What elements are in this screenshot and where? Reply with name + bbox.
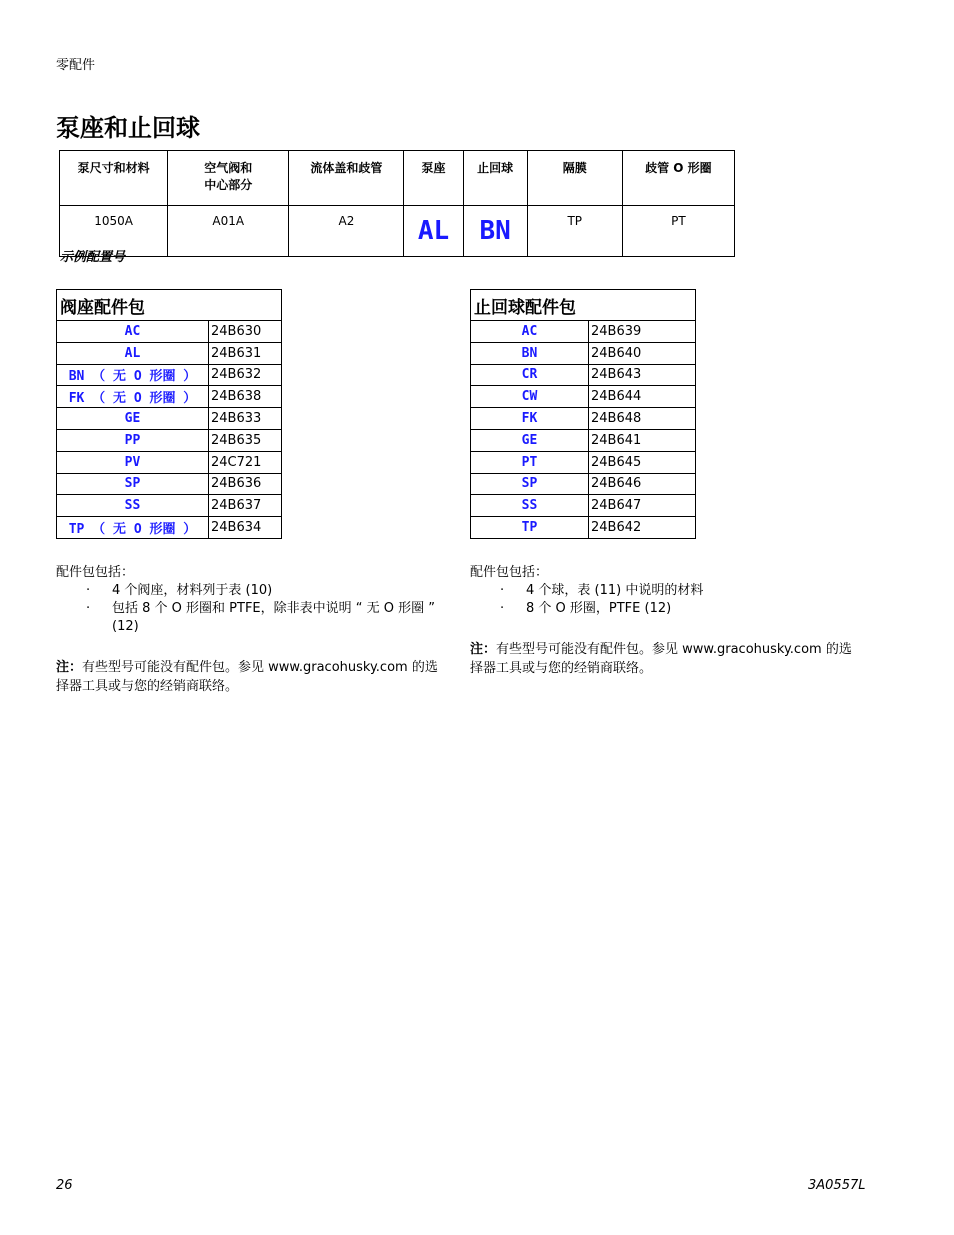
seat-code: AC	[57, 321, 209, 343]
table-row	[471, 364, 696, 386]
seat-part: 24B630	[209, 321, 282, 343]
list-item	[56, 600, 441, 636]
table-row	[471, 495, 696, 517]
table-row	[471, 473, 696, 495]
seat-code: SS	[57, 495, 209, 517]
ball-part: 24B643	[589, 364, 696, 386]
page-title: 泵座和止回球	[56, 114, 200, 142]
table-row	[57, 451, 282, 473]
header-pump-size: 泵尺寸和材料	[60, 151, 168, 206]
note-text: 有些型号可能没有配件包。参见 www.gracohusky.com 的选择器工具或与您的经销商联络。	[56, 660, 438, 694]
ball-part: 24B640	[589, 342, 696, 364]
ball-include-text: 8 个 O 形圈，PTFE (12)	[526, 601, 672, 616]
seat-include-text: 4 个阀座，材料列于表 (10)	[112, 583, 273, 598]
ball-part: 24B648	[589, 408, 696, 430]
seat-part: 24B633	[209, 408, 282, 430]
value-fluid-cover: A2	[289, 206, 404, 257]
table-row	[471, 451, 696, 473]
note-label: 注：	[56, 660, 83, 675]
ball-part: 24B642	[589, 517, 696, 539]
seat-code: AL	[57, 342, 209, 364]
value-manifold-oring: PT	[622, 206, 734, 257]
table-row	[57, 321, 282, 343]
ball-code: CW	[471, 386, 589, 408]
seat-kit-includes	[56, 564, 441, 636]
table-row	[471, 517, 696, 539]
ball-part: 24B645	[589, 451, 696, 473]
header-manifold-oring: 歧管 O 形圈	[622, 151, 734, 206]
table-row	[57, 517, 282, 539]
seat-code: FK （ 无 O 形圈 ）	[57, 386, 209, 408]
header-air-valve: 空气阀和 中心部分	[168, 151, 289, 206]
config-number-table	[59, 150, 735, 257]
seat-code: SP	[57, 473, 209, 495]
bullet-icon: ·	[86, 601, 91, 616]
ball-code: GE	[471, 429, 589, 451]
seat-code: PV	[57, 451, 209, 473]
table-row	[57, 473, 282, 495]
config-caption: 示例配置号	[60, 250, 126, 265]
header-seat: 泵座	[404, 151, 463, 206]
seat-code: BN （ 无 O 形圈 ）	[57, 364, 209, 386]
page-number: 26	[56, 1178, 73, 1193]
document-number: 3A0557L	[808, 1178, 866, 1193]
value-check-ball: BN	[463, 206, 527, 257]
ball-part: 24B641	[589, 429, 696, 451]
seat-part: 24B636	[209, 473, 282, 495]
ball-code: FK	[471, 408, 589, 430]
ball-code: CR	[471, 364, 589, 386]
note-label: 注：	[470, 642, 497, 657]
ball-kit-note	[470, 640, 860, 678]
header-check-ball: 止回球	[463, 151, 527, 206]
config-header-row	[60, 151, 735, 206]
ball-includes-title: 配件包包括：	[470, 565, 549, 580]
seat-part: 24B635	[209, 429, 282, 451]
list-item	[470, 582, 870, 600]
ball-part: 24B647	[589, 495, 696, 517]
note-text: 有些型号可能没有配件包。参见 www.gracohusky.com 的选择器工具或与您的经销商联络。	[470, 642, 852, 676]
ball-code: SP	[471, 473, 589, 495]
seat-part: 24B638	[209, 386, 282, 408]
ball-kit-includes	[470, 564, 870, 618]
seat-part: 24B637	[209, 495, 282, 517]
seat-part: 24C721	[209, 451, 282, 473]
ball-part: 24B644	[589, 386, 696, 408]
seat-part: 24B634	[209, 517, 282, 539]
seat-code: TP （ 无 O 形圈 ）	[57, 517, 209, 539]
value-pump-size: 1050A	[60, 206, 168, 257]
ball-kit-table	[470, 289, 696, 539]
config-value-row	[60, 206, 735, 257]
ball-part: 24B639	[589, 321, 696, 343]
seat-part: 24B632	[209, 364, 282, 386]
value-air-valve: A01A	[168, 206, 289, 257]
table-row	[471, 386, 696, 408]
section-label: 零配件	[56, 58, 96, 73]
seat-includes-title: 配件包包括：	[56, 565, 135, 580]
ball-code: PT	[471, 451, 589, 473]
value-seat: AL	[404, 206, 463, 257]
value-diaphragm: TP	[527, 206, 622, 257]
ball-code: AC	[471, 321, 589, 343]
table-row	[57, 342, 282, 364]
ball-part: 24B646	[589, 473, 696, 495]
table-row	[57, 386, 282, 408]
seat-kit-table	[56, 289, 282, 539]
ball-include-text: 4 个球，表 (11) 中说明的材料	[526, 583, 704, 598]
ball-code: SS	[471, 495, 589, 517]
bullet-icon: ·	[500, 583, 505, 598]
seat-include-text: 包括 8 个 O 形圈和 PTFE，除非表中说明 “ 无 O 形圈 ” (12)	[112, 601, 436, 634]
list-item	[56, 582, 441, 600]
seat-code: PP	[57, 429, 209, 451]
table-row	[471, 321, 696, 343]
table-row	[471, 342, 696, 364]
table-row	[57, 429, 282, 451]
ball-code: BN	[471, 342, 589, 364]
ball-kit-title: 止回球配件包	[471, 290, 696, 321]
seat-part: 24B631	[209, 342, 282, 364]
list-item	[470, 600, 870, 618]
table-row	[471, 408, 696, 430]
table-row	[471, 429, 696, 451]
table-row	[57, 408, 282, 430]
header-diaphragm: 隔膜	[527, 151, 622, 206]
bullet-icon: ·	[86, 583, 91, 598]
table-row	[57, 495, 282, 517]
table-row	[57, 364, 282, 386]
seat-kit-note	[56, 658, 441, 696]
header-fluid-cover: 流体盖和歧管	[289, 151, 404, 206]
seat-code: GE	[57, 408, 209, 430]
bullet-icon: ·	[500, 601, 505, 616]
seat-kit-title: 阀座配件包	[57, 290, 282, 321]
ball-code: TP	[471, 517, 589, 539]
